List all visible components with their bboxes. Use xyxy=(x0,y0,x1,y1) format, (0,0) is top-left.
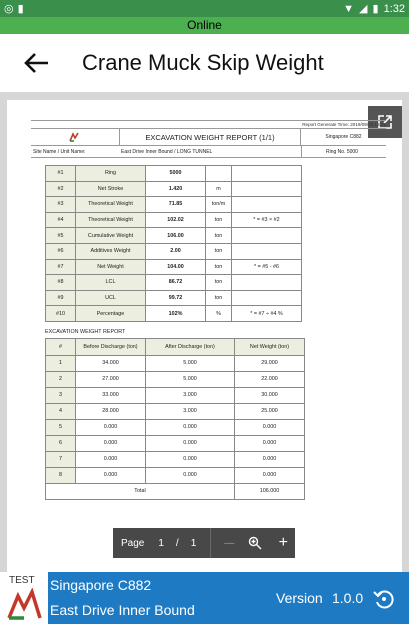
param-key: #4 xyxy=(46,212,76,228)
param-formula xyxy=(232,228,302,244)
param-name: Ring xyxy=(76,166,146,182)
discharge-row xyxy=(46,467,305,483)
param-name: Additives Weight xyxy=(76,243,146,259)
param-name: Percentage xyxy=(76,306,146,322)
param-formula: * = #3 × #2 xyxy=(232,212,302,228)
version-label: Version xyxy=(276,590,323,606)
after-discharge: 0.000 xyxy=(146,435,235,451)
param-formula xyxy=(232,243,302,259)
param-unit: m xyxy=(206,181,232,197)
status-bar xyxy=(0,0,409,17)
before-discharge: 27.000 xyxy=(76,371,146,387)
page-label: Page xyxy=(121,537,145,549)
row-index: 3 xyxy=(46,387,76,403)
report-title: EXCAVATION WEIGHT REPORT (1/1) xyxy=(119,129,301,145)
before-discharge: 0.000 xyxy=(76,419,146,435)
page-controls xyxy=(113,528,295,558)
param-formula: * = #5 - #6 xyxy=(232,259,302,275)
param-key: #8 xyxy=(46,275,76,291)
signal-icon: ◢ xyxy=(359,3,368,15)
param-row xyxy=(46,290,302,306)
report-generate-time: Report Generate Time: 2019/09/23 13:31 xyxy=(31,120,386,129)
footer-project: Singapore C882 xyxy=(50,577,152,593)
param-row xyxy=(46,166,302,182)
net-weight: 25.000 xyxy=(235,403,305,419)
row-index: 4 xyxy=(46,403,76,419)
after-discharge: 3.000 xyxy=(146,403,235,419)
site-value: East Drive Inner Bound / LONG TUNNEL xyxy=(121,148,213,155)
row-index: 1 xyxy=(46,355,76,371)
param-formula xyxy=(232,166,302,182)
company-logo-icon xyxy=(6,588,44,620)
discharge-row xyxy=(46,355,305,371)
param-name: Net Weight xyxy=(76,259,146,275)
report-site-row xyxy=(31,146,386,158)
col-header-net: Net Weight (ton) xyxy=(235,338,305,355)
param-unit xyxy=(206,166,232,182)
row-index: 5 xyxy=(46,419,76,435)
param-formula xyxy=(232,275,302,291)
sync-icon[interactable] xyxy=(372,587,396,611)
net-weight: 22.000 xyxy=(235,371,305,387)
after-discharge: 0.000 xyxy=(146,419,235,435)
row-index: 7 xyxy=(46,451,76,467)
param-key: #7 xyxy=(46,259,76,275)
plus-icon: + xyxy=(278,534,288,551)
zoom-out-icon: — xyxy=(224,537,235,549)
param-key: #10 xyxy=(46,306,76,322)
param-name: UCL xyxy=(76,290,146,306)
discharge-row xyxy=(46,403,305,419)
discharge-row xyxy=(46,371,305,387)
param-unit: % xyxy=(206,306,232,322)
param-row xyxy=(46,243,302,259)
row-index: 6 xyxy=(46,435,76,451)
param-value: 86.72 xyxy=(146,275,206,291)
param-value: 102% xyxy=(146,306,206,322)
param-unit: ton xyxy=(206,228,232,244)
version-number: 1.0.0 xyxy=(332,590,364,606)
zoom-in-icon xyxy=(248,536,262,550)
param-row xyxy=(46,259,302,275)
page-title: Crane Muck Skip Weight xyxy=(82,50,324,75)
zoom-in-button[interactable] xyxy=(245,533,265,553)
param-unit: ton xyxy=(206,243,232,259)
after-discharge: 5.000 xyxy=(146,371,235,387)
pdf-viewer[interactable] xyxy=(0,92,409,572)
report-header xyxy=(31,129,386,146)
param-row xyxy=(46,228,302,244)
param-key: #1 xyxy=(46,166,76,182)
discharge-row xyxy=(46,451,305,467)
param-row xyxy=(46,306,302,322)
param-value: 1.420 xyxy=(146,181,206,197)
row-index: 8 xyxy=(46,467,76,483)
add-button[interactable] xyxy=(273,533,293,553)
net-weight: 0.000 xyxy=(235,451,305,467)
after-discharge: 0.000 xyxy=(146,467,235,483)
param-name: Cumulative Weight xyxy=(76,228,146,244)
param-name: LCL xyxy=(76,275,146,291)
param-value: 104.00 xyxy=(146,259,206,275)
param-row xyxy=(46,212,302,228)
logo-text: TEST xyxy=(9,575,35,586)
discharge-table xyxy=(45,338,305,500)
before-discharge: 33.000 xyxy=(76,387,146,403)
col-header-before: Before Discharge (ton) xyxy=(76,338,146,355)
param-value: 5000 xyxy=(146,166,206,182)
param-key: #3 xyxy=(46,197,76,213)
total-value: 106.000 xyxy=(235,483,305,499)
param-row xyxy=(46,275,302,291)
current-page[interactable]: 1 xyxy=(158,537,164,549)
param-formula xyxy=(232,290,302,306)
param-unit: ton xyxy=(206,212,232,228)
discharge-row xyxy=(46,435,305,451)
company-logo xyxy=(31,132,119,142)
param-key: #2 xyxy=(46,181,76,197)
before-discharge: 0.000 xyxy=(76,467,146,483)
param-name: Net Stroke xyxy=(76,181,146,197)
battery-icon: ▮ xyxy=(372,3,379,15)
net-weight: 0.000 xyxy=(235,419,305,435)
param-formula: * = #7 ÷ #4 % xyxy=(232,306,302,322)
notification-icon: ◎ xyxy=(4,3,14,15)
company-logo-icon xyxy=(69,132,81,142)
app-bar xyxy=(0,34,409,92)
col-header-index: # xyxy=(46,338,76,355)
wifi-icon: ▼ xyxy=(343,2,355,15)
param-value: 106.00 xyxy=(146,228,206,244)
site-label: Site Name / Unit Name: xyxy=(33,148,86,155)
discharge-title: EXCAVATION WEIGHT REPORT xyxy=(45,328,126,335)
param-key: #9 xyxy=(46,290,76,306)
report-page xyxy=(7,100,402,572)
before-discharge: 34.000 xyxy=(76,355,146,371)
param-row xyxy=(46,181,302,197)
param-value: 71.85 xyxy=(146,197,206,213)
after-discharge: 0.000 xyxy=(146,451,235,467)
param-formula xyxy=(232,197,302,213)
row-index: 2 xyxy=(46,371,76,387)
param-name: Theoretical Weight xyxy=(76,197,146,213)
report-project: Singapore C882 xyxy=(325,134,362,140)
total-label: Total xyxy=(46,483,235,499)
param-formula xyxy=(232,181,302,197)
total-pages: 1 xyxy=(190,537,197,549)
param-unit: ton xyxy=(206,275,232,291)
net-weight: 0.000 xyxy=(235,435,305,451)
param-key: #5 xyxy=(46,228,76,244)
before-discharge: 28.000 xyxy=(76,403,146,419)
after-discharge: 3.000 xyxy=(146,387,235,403)
param-unit: ton/m xyxy=(206,197,232,213)
discharge-row xyxy=(46,387,305,403)
footer-site: East Drive Inner Bound xyxy=(50,602,195,618)
param-row xyxy=(46,197,302,213)
sd-card-icon: ▮ xyxy=(17,3,24,15)
col-header-after: After Discharge (ton) xyxy=(146,338,235,355)
param-name: Theoretical Weight xyxy=(76,212,146,228)
param-value: 2.00 xyxy=(146,243,206,259)
before-discharge: 0.000 xyxy=(76,435,146,451)
before-discharge: 0.000 xyxy=(76,451,146,467)
parameters-table xyxy=(45,165,302,322)
net-weight: 0.000 xyxy=(235,467,305,483)
net-weight: 30.000 xyxy=(235,387,305,403)
connection-status: Online xyxy=(0,17,409,34)
page-separator: / xyxy=(175,537,179,549)
after-discharge: 5.000 xyxy=(146,355,235,371)
footer-bar xyxy=(0,572,409,624)
param-value: 102.02 xyxy=(146,212,206,228)
ring-number: Ring No. 5000 xyxy=(301,146,386,157)
weight-report xyxy=(31,120,386,500)
discharge-row xyxy=(46,419,305,435)
param-value: 99.72 xyxy=(146,290,206,306)
pager-divider xyxy=(210,528,211,558)
net-weight: 29.000 xyxy=(235,355,305,371)
param-unit: ton xyxy=(206,259,232,275)
zoom-out-button[interactable] xyxy=(219,533,239,553)
param-key: #6 xyxy=(46,243,76,259)
param-unit: ton xyxy=(206,290,232,306)
clock: 1:32 xyxy=(383,2,405,15)
back-arrow-icon[interactable] xyxy=(22,48,52,78)
footer-logo xyxy=(0,572,48,624)
